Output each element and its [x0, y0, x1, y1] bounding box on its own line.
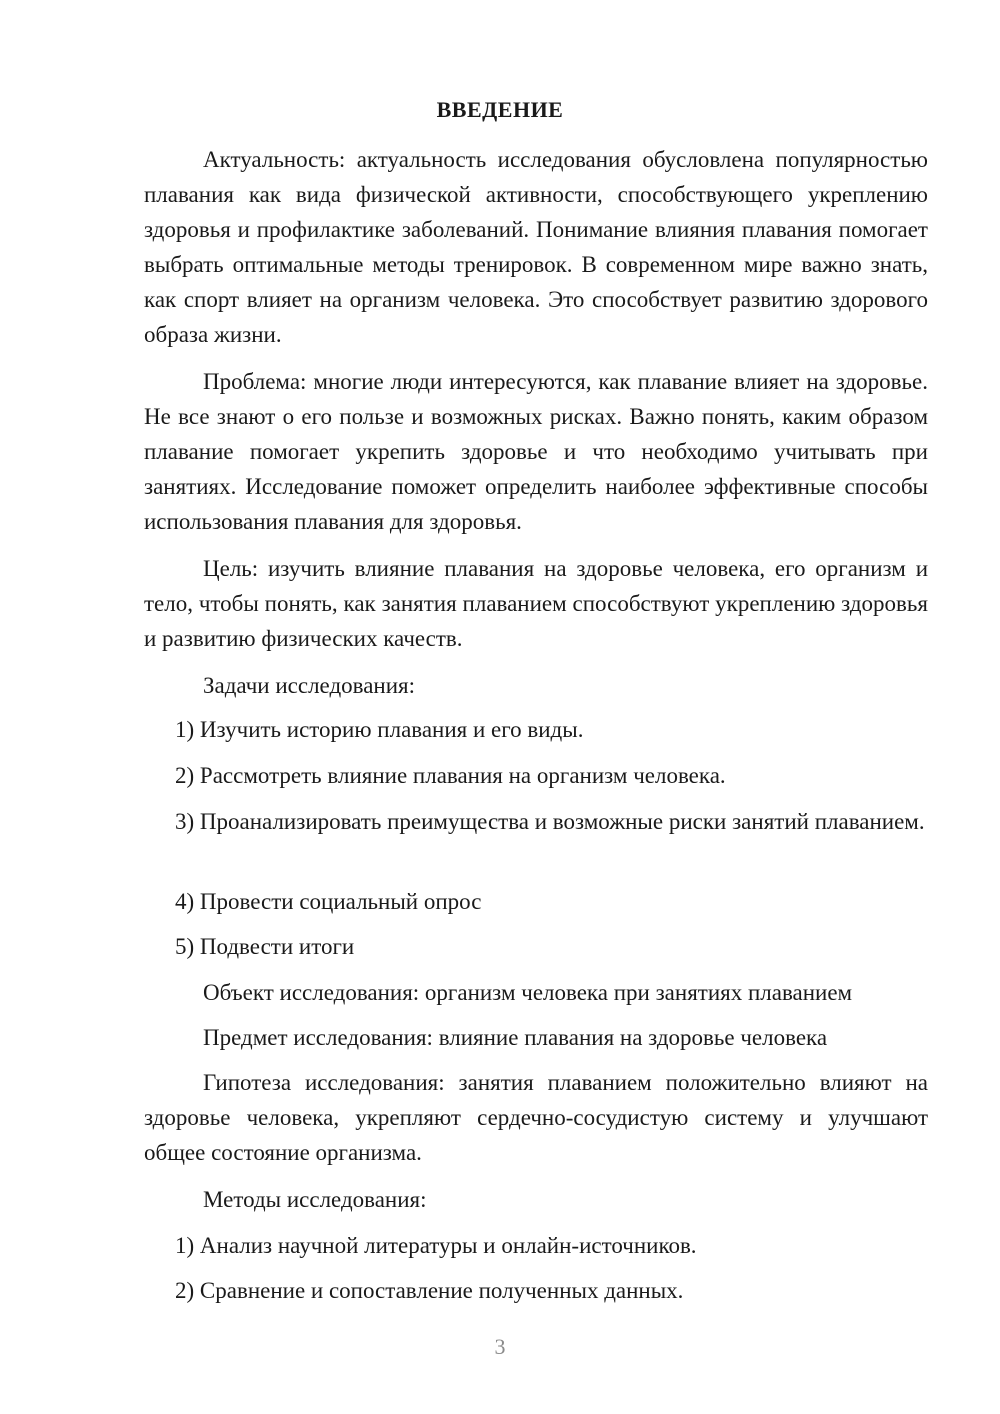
task-item: 1) Изучить историю плавания и его виды. [175, 717, 584, 742]
task-item: 3) Проанализировать преимущества и возможные риски занятий плаванием. [175, 809, 925, 834]
page-number: 3 [494, 1334, 506, 1359]
method-item: 2) Сравнение и сопоставление полученных данных. [175, 1278, 684, 1303]
hypothesis-paragraph: Гипотеза исследования: занятия плаванием положительно влияют на здоровье человека, укрепляют сердечно-сосудистую систему и улучшают общее состояние организма. [144, 1070, 928, 1165]
goal-paragraph: Цель: изучить влияние плавания на здоровье человека, его организм и тело, чтобы понять, как занятия плаванием способствуют укреплению здоровья и развитию физических качеств. [144, 556, 928, 651]
relevance-paragraph: Актуальность: актуальность исследования обусловлена популярностью плавания как вида физической активности, способствующего укреплению здоровья и профилактике заболеваний. Понимание влияния плавания помогает выбрать оптимальные методы тренировок. В современном мире важно знать, как спорт влияет на организм человека. Это способствует развитию здорового образа жизни. [144, 147, 928, 347]
subject-paragraph: Предмет исследования: влияние плавания на здоровье человека [203, 1025, 828, 1050]
method-item: 1) Анализ научной литературы и онлайн-источников. [175, 1233, 697, 1258]
methods-heading: Методы исследования: [203, 1187, 427, 1212]
problem-paragraph: Проблема: многие люди интересуются, как плавание влияет на здоровье. Не все знают о его пользе и возможных рисках. Важно понять, каким образом плавание помогает укрепить здоровье и что необходимо учитывать при занятиях. Исследование поможет определить наиболее эффективные способы использования плавания для здоровья. [144, 369, 928, 534]
object-paragraph: Объект исследования: организм человека при занятиях плаванием [203, 980, 853, 1005]
task-item: 2) Рассмотреть влияние плавания на организм человека. [175, 763, 726, 788]
task-item: 5) Подвести итоги [175, 934, 355, 959]
page-title: ВВЕДЕНИЕ [436, 97, 564, 122]
task-item: 4) Провести социальный опрос [175, 889, 482, 914]
tasks-heading: Задачи исследования: [203, 673, 416, 698]
